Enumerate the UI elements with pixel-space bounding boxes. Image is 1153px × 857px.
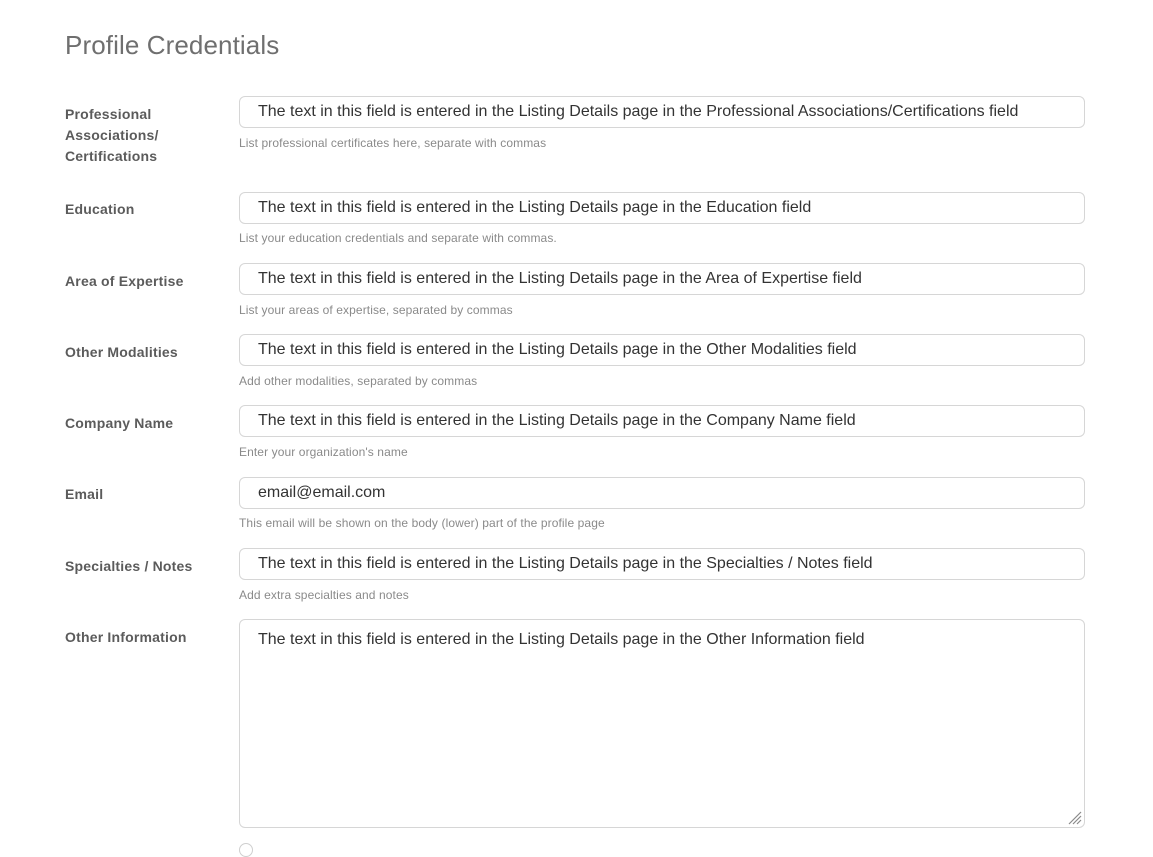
- education-help-text: List your education credentials and separate with commas.: [239, 231, 557, 245]
- education-input[interactable]: The text in this field is entered in the Listing Details page in the Education field: [239, 192, 1085, 224]
- resize-grip-icon[interactable]: [1066, 809, 1082, 825]
- email-help-text: This email will be shown on the body (lower) part of the profile page: [239, 516, 605, 530]
- modalities-label: Other Modalities: [65, 344, 178, 360]
- page-title: Profile Credentials: [65, 30, 280, 60]
- education-label: Education: [65, 201, 135, 217]
- expertise-input[interactable]: The text in this field is entered in the Listing Details page in the Area of Expertise field: [239, 263, 1085, 295]
- company-input[interactable]: The text in this field is entered in the Listing Details page in the Company Name field: [239, 405, 1085, 437]
- certifications-help-text: List professional certificates here, separate with commas: [239, 136, 547, 150]
- radio-partial[interactable]: [239, 843, 253, 857]
- certifications-label-line: Certifications: [65, 148, 158, 164]
- certifications-label-line: Associations/: [65, 127, 159, 143]
- specialties-label: Specialties / Notes: [65, 558, 193, 574]
- certifications-label: [65, 104, 215, 167]
- modalities-help-text: Add other modalities, separated by commas: [239, 374, 478, 388]
- expertise-help-text: List your areas of expertise, separated by commas: [239, 303, 513, 317]
- email-label: Email: [65, 486, 104, 502]
- specialties-help-text: Add extra specialties and notes: [239, 588, 409, 602]
- certifications-input[interactable]: The text in this field is entered in the Listing Details page in the Professional Associations/Certifications field: [239, 96, 1085, 128]
- other-info-label: Other Information: [65, 629, 187, 645]
- other-info-textarea[interactable]: [239, 619, 1085, 828]
- modalities-input[interactable]: The text in this field is entered in the Listing Details page in the Other Modalities field: [239, 334, 1085, 366]
- email-input[interactable]: email@email.com: [239, 477, 1085, 509]
- expertise-label: Area of Expertise: [65, 273, 184, 289]
- certifications-label-line: Professional: [65, 106, 152, 122]
- company-help-text: Enter your organization's name: [239, 445, 408, 459]
- specialties-input[interactable]: The text in this field is entered in the Listing Details page in the Specialties / Notes field: [239, 548, 1085, 580]
- other-info-text: The text in this field is entered in the Listing Details page in the Other Information field: [258, 631, 865, 648]
- company-label: Company Name: [65, 415, 174, 431]
